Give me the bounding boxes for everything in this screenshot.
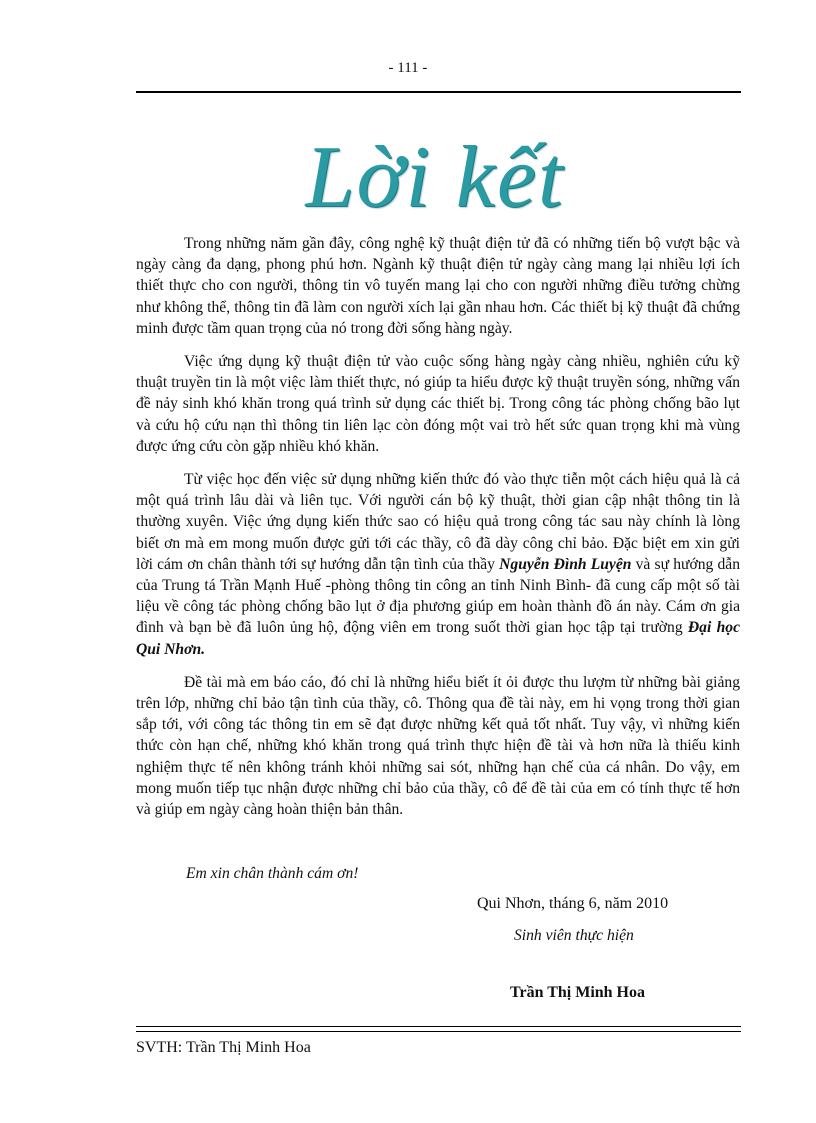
place-date: Qui Nhơn, tháng 6, năm 2010 (477, 895, 669, 912)
paragraph-1: Trong những năm gần đây, công nghệ kỹ thuật điện tử đã có những tiến bộ vượt bậc và ngày càng đa dạng, phong phú hơn. Ngành kỹ thuật điện tử ngày càng mang lại nhiều lợi ích thiết thực cho con người, thông tin vô tuyến mang lại cho con người những điều tưởng chừng như không thể, thông tin đã làm con người xích lại gần nhau hơn. Các thiết bị kỹ thuật đã chứng minh được tầm quan trọng của nó trong đời sống hàng ngày. (136, 235, 740, 337)
paragraph-3-part-1: Từ việc học đến việc sử dụng những kiến thức đó vào thực tiễn một cách hiệu quả là cả một quá trình lâu dài và liên tục. Với người cán bộ kỹ thuật, thời gian cập nhật thông tin là thường xuyên. Việc ứng dụng kiến thức sao có hiệu quả trong công tác sau này chính là lòng biết ơn mà em mong muốn được gửi tới các thầy, cô đã dày công chỉ bảo. Đặc biệt em xin gửi lời cám ơn chân thành tới sự hướng dẫn tận tình của thầy (136, 471, 740, 573)
page-title: Lời kết (305, 129, 565, 226)
closing-thanks: Em xin chân thành cám ơn! (186, 865, 359, 882)
school-name: Đại học Qui Nhơn. (136, 619, 740, 658)
footer-text: SVTH: Trần Thị Minh Hoa (136, 1039, 311, 1056)
advisor-name: Nguyễn Đình Luyện (499, 555, 632, 573)
footer-divider (136, 1026, 741, 1032)
paragraph-3 (136, 469, 740, 660)
paragraph-4: Đề tài mà em báo cáo, đó chỉ là những hiểu biết ít ỏi được thu lượm từ những bài giảng trên lớp, những chỉ bảo tận tình của thầy, cô. Thông qua đề tài này, em hi vọng trong thời gian sắp tới, với công tác thông tin em sẽ đạt được những kết quả tốt nhất. Tuy vậy, vì những kiến thức còn hạn chế, những khó khăn trong quá trình thực hiện đề tài và hơn nữa là thiếu kinh nghiệm thực tế nên không tránh khỏi những sai sót, những hạn chế của cá nhân. Do vậy, em mong muốn tiếp tục nhận được những chỉ bảo của thầy, cô để đề tài của em có tính thực tế hơn và giúp em ngày càng hoàn thiện bản thân. (136, 673, 740, 819)
header-divider (136, 91, 741, 93)
author-role: Sinh viên thực hiện (514, 927, 634, 944)
page-number: - 111 - (388, 60, 428, 76)
body-text (136, 233, 740, 832)
paragraph-2: Việc ứng dụng kỹ thuật điện tử vào cuộc sống hàng ngày càng nhiều, nghiên cứu kỹ thuật truyền tin là một việc làm thiết thực, nó giúp ta hiểu được kỹ thuật truyền sóng, những vấn đề nảy sinh khó khăn trong quá trình sử dụng các thiết bị. Trong công tác phòng chống bão lụt và cứu hộ cứu nạn thì thông tin liên lạc còn đóng một vai trò hết sức quan trọng khi mà vùng được ứng cứu còn gặp nhiều khó khăn. (136, 353, 740, 455)
paragraph-3-part-2: và sự hướng dẫn của Trung tá Trần Mạnh Huế -phòng thông tin công an tỉnh Ninh Bình- đã cung cấp một số tài liệu về công tác phòng chống bão lụt ở địa phương giúp em hoàn thành đồ án này. Cám ơn gia đình và bạn bè đã luôn ủng hộ, động viên em trong suốt thời gian học tập tại trường (136, 555, 740, 637)
author-name: Trần Thị Minh Hoa (510, 984, 645, 1001)
